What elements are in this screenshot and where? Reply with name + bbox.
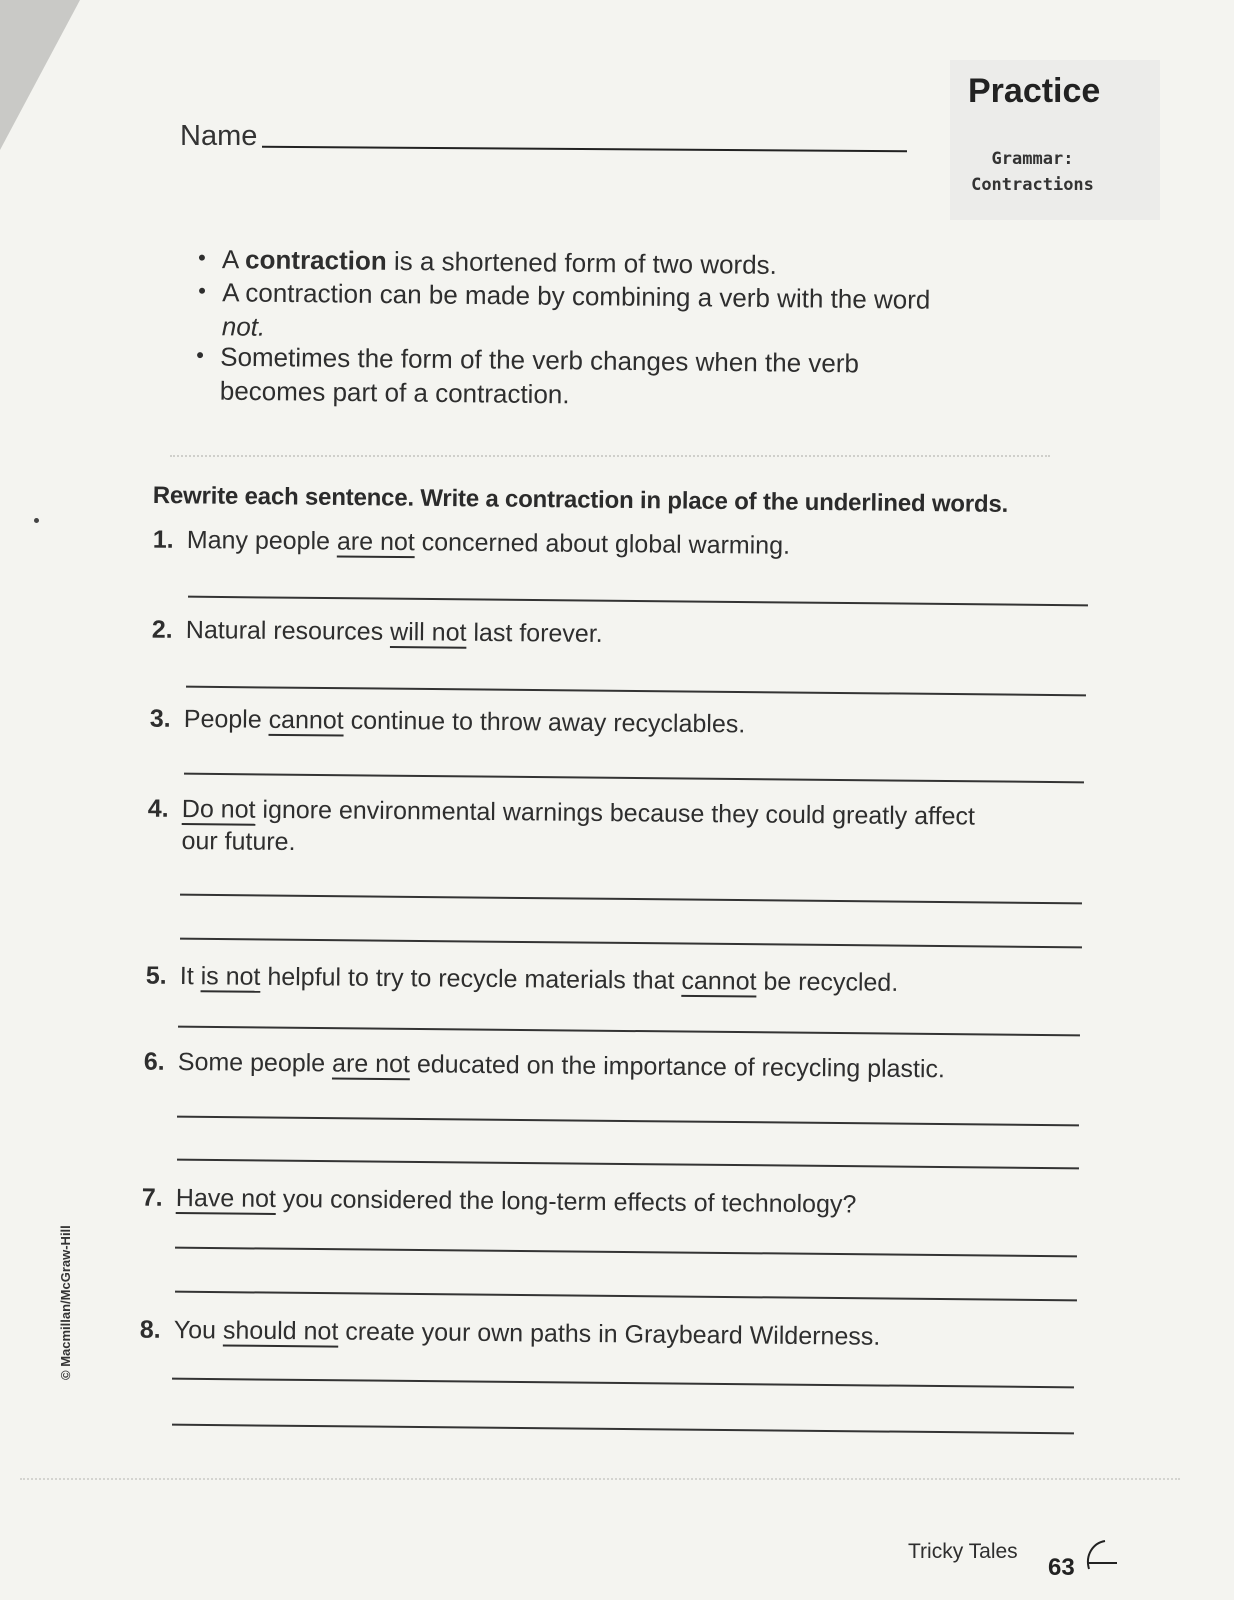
rule-text: A contraction can be made by combining a verb with the word: [222, 277, 931, 315]
question-text: Natural resources: [185, 615, 391, 646]
question-text: you considered the long-term effects of technology?: [275, 1184, 857, 1219]
book-title: Tricky Tales: [908, 1540, 1018, 1563]
question-text: concerned about global warming.: [414, 528, 791, 560]
question-number: 7.: [141, 1183, 163, 1212]
underlined-words: are not: [336, 527, 415, 557]
answer-line-4b[interactable]: [180, 938, 1082, 948]
question-number: 8.: [139, 1315, 161, 1344]
question-text: You: [173, 1315, 224, 1345]
copyright-notice: © Macmillan/McGraw-Hill: [58, 1225, 73, 1380]
name-write-line[interactable]: [262, 146, 907, 153]
underlined-words: Have not: [175, 1183, 277, 1213]
question-number: 3.: [149, 704, 171, 733]
question-text: educated on the importance of recycling plastic.: [409, 1050, 946, 1084]
answer-line-8a[interactable]: [172, 1378, 1074, 1388]
question-text: helpful to try to recycle materials that: [260, 962, 682, 995]
question-5: [145, 960, 899, 999]
underlined-words: is not: [200, 962, 261, 991]
bullet-dot: •: [197, 244, 206, 270]
page-title: Practice: [968, 72, 1101, 110]
question-1: [152, 524, 791, 562]
page-number: 63: [1048, 1554, 1075, 1581]
rule-text: A: [221, 244, 246, 275]
question-2: [151, 614, 603, 650]
section-subtitle: [965, 146, 1100, 198]
answer-line-7a[interactable]: [175, 1247, 1077, 1257]
rule-keyword: contraction: [244, 244, 387, 276]
rule-text: becomes part of a contraction.: [219, 375, 570, 410]
question-number: 5.: [145, 961, 167, 990]
underlined-words: cannot: [268, 705, 344, 735]
underlined-words: Do not: [181, 794, 256, 824]
subtitle-line-1: Grammar:: [991, 149, 1074, 169]
answer-line-8b[interactable]: [172, 1424, 1074, 1434]
underlined-words: are not: [331, 1049, 411, 1079]
subtitle-line-2: Contractions: [971, 175, 1094, 195]
answer-line-6a[interactable]: [177, 1116, 1079, 1126]
rule-bullet-3: [196, 340, 860, 415]
rule-text: is a shortened form of two words.: [386, 245, 778, 280]
question-text: Many people: [186, 525, 338, 556]
question-text: our future.: [181, 826, 296, 857]
question-text: continue to throw away recyclables.: [343, 706, 746, 739]
question-text: be recycled.: [756, 967, 899, 997]
instructions: Rewrite each sentence. Write a contraction in place of the underlined words.: [152, 482, 1009, 518]
answer-line-4a[interactable]: [180, 894, 1082, 904]
question-number: 1.: [152, 525, 174, 554]
underlined-words: should not: [222, 1316, 339, 1346]
question-number: 6.: [143, 1047, 165, 1076]
question-number: 4.: [147, 794, 169, 823]
answer-line-5[interactable]: [178, 1026, 1080, 1036]
underlined-words: cannot: [681, 966, 757, 996]
underlined-words: will not: [389, 617, 467, 647]
scan-corner-shadow: [0, 0, 80, 150]
rule-bullet-2: [198, 275, 931, 350]
bullet-dot: •: [198, 278, 207, 304]
question-text: Some people: [177, 1047, 333, 1078]
bullet-dot: •: [196, 342, 205, 368]
answer-line-1[interactable]: [188, 596, 1088, 606]
question-3: [149, 703, 746, 740]
question-number: 2.: [151, 615, 173, 644]
question-text: People: [183, 704, 269, 734]
scan-speck: [34, 518, 39, 523]
question-7: [141, 1182, 857, 1221]
answer-line-7b[interactable]: [175, 1291, 1077, 1301]
question-8: [139, 1314, 881, 1353]
question-4: [147, 793, 976, 865]
handwritten-mark-icon: [1075, 1535, 1125, 1585]
rule-text: Sometimes the form of the verb changes when the verb: [220, 341, 860, 379]
rule-text-italic: not.: [221, 311, 266, 342]
footer-divider: [20, 1478, 1180, 1480]
question-text: ignore environmental warnings because they could greatly affect: [255, 795, 976, 831]
answer-line-2[interactable]: [186, 686, 1086, 696]
name-label: Name: [180, 120, 258, 152]
answer-line-6b[interactable]: [177, 1159, 1079, 1169]
question-6: [143, 1046, 946, 1085]
question-text: create your own paths in Graybeard Wilderness.: [338, 1317, 881, 1351]
question-text: It: [179, 961, 201, 991]
answer-line-3[interactable]: [184, 773, 1084, 783]
question-text: last forever.: [466, 618, 603, 648]
